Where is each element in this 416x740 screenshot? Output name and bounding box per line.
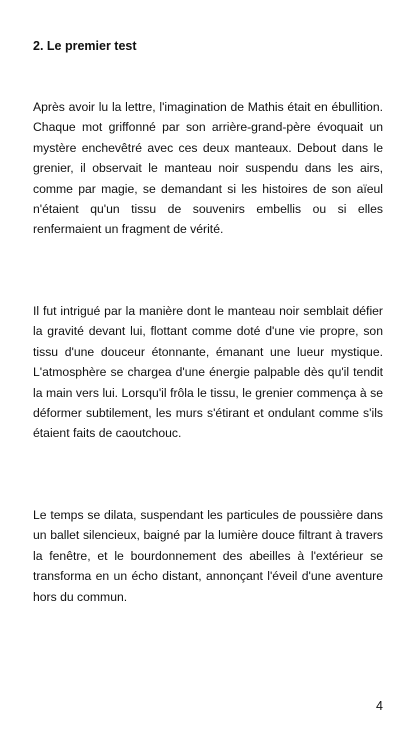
- paragraph-1: Après avoir lu la lettre, l'imagination de Mathis était en ébullition. Chaque mot griffonné par son arrière-grand-père évoquait un mystère enchevêtré avec ces deux manteaux. Debout dans le grenier, il observait le manteau noir suspendu dans les airs, comme par magie, se demandant si les histoires de son aïeul n'étaient qu'un tissu de souvenirs embellis ou si elles renfermaient un fragment de vérité.: [33, 100, 383, 237]
- chapter-title: 2. Le premier test: [33, 39, 137, 53]
- page-number: 4: [376, 699, 383, 713]
- paragraph-2: Il fut intrigué par la manière dont le manteau noir semblait défier la gravité devant lui, flottant comme doté d'une vie propre, son tissu d'une douceur étonnante, émanant une lueur mystique. L'atmosphère se chargea d'une énergie palpable dès qu'il tendit la main vers lui. Lorsqu'il frôla le tissu, le grenier commença à se déformer subtilement, les murs s'étirant et ondulant comme s'ils étaient faits de caoutchouc.: [33, 304, 383, 441]
- paragraph-3: Le temps se dilata, suspendant les particules de poussière dans un ballet silencieux, baigné par la lumière douce filtrant à travers la fenêtre, et le bourdonnement des abeilles à l'extérieur se transforma en un écho distant, annonçant l'éveil d'une aventure hors du commun.: [33, 508, 383, 604]
